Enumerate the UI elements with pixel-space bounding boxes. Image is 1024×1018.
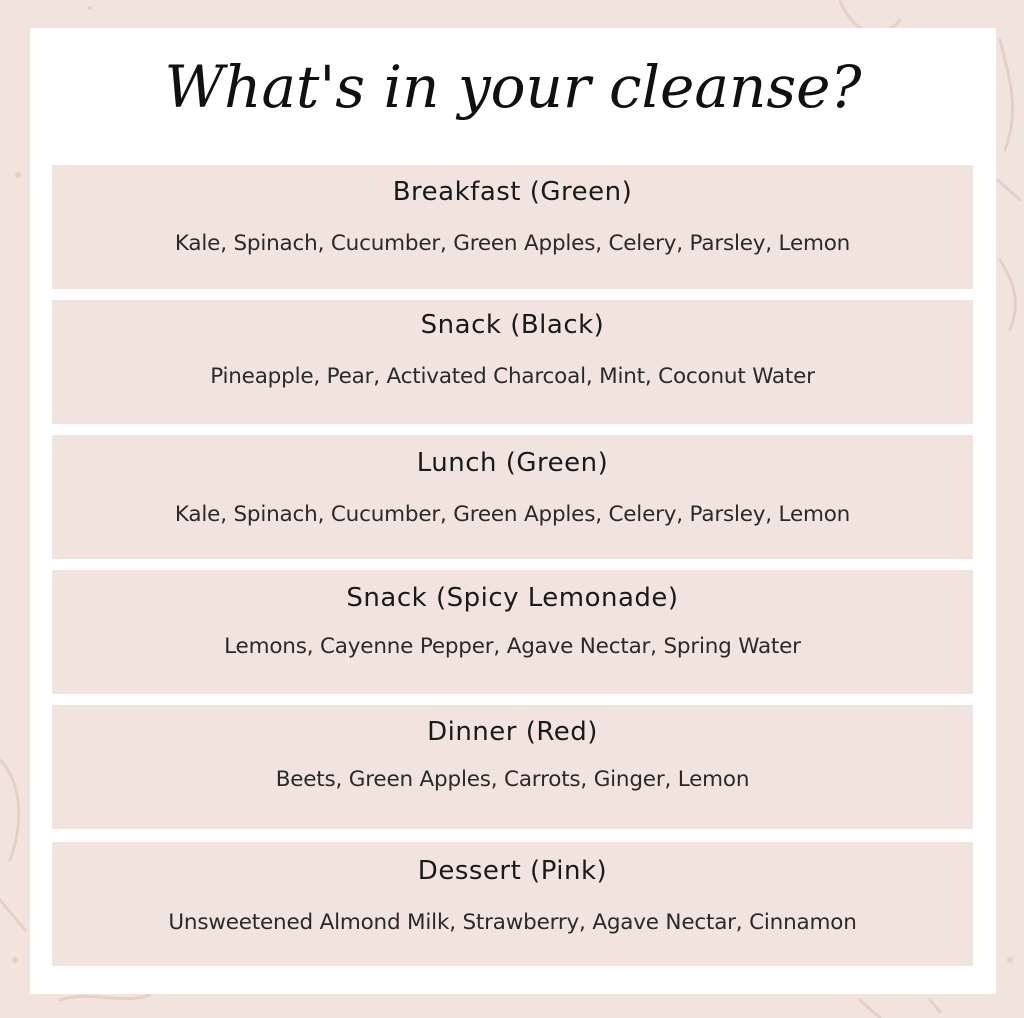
meal-heading: Snack (Spicy Lemonade) (346, 583, 679, 613)
meal-heading: Dessert (Pink) (417, 856, 608, 886)
cleanse-card (30, 28, 996, 994)
meal-ingredients: Pineapple, Pear, Activated Charcoal, Mint, Coconut Water (210, 364, 815, 389)
meal-ingredients: Kale, Spinach, Cucumber, Green Apples, Celery, Parsley, Lemon (174, 502, 851, 527)
meal-heading: Dinner (Red) (427, 717, 598, 747)
meal-panel-breakfast (52, 165, 973, 289)
meal-heading: Lunch (Green) (416, 448, 609, 478)
meal-panel-dinner (52, 705, 973, 829)
meal-ingredients: Beets, Green Apples, Carrots, Ginger, Lemon (275, 767, 750, 792)
meal-panel-snack-black (52, 300, 973, 424)
meal-panel-dessert (52, 842, 973, 966)
page-title: What's in your cleanse? (164, 53, 862, 121)
meal-heading: Snack (Black) (420, 310, 605, 340)
meal-ingredients: Unsweetened Almond Milk, Strawberry, Agave Nectar, Cinnamon (168, 910, 857, 935)
meal-ingredients: Lemons, Cayenne Pepper, Agave Nectar, Spring Water (224, 634, 801, 659)
meal-panel-lunch (52, 435, 973, 559)
meal-panel-snack-lemonade (52, 570, 973, 694)
meal-ingredients: Kale, Spinach, Cucumber, Green Apples, Celery, Parsley, Lemon (174, 231, 851, 256)
meal-heading: Breakfast (Green) (392, 177, 633, 207)
